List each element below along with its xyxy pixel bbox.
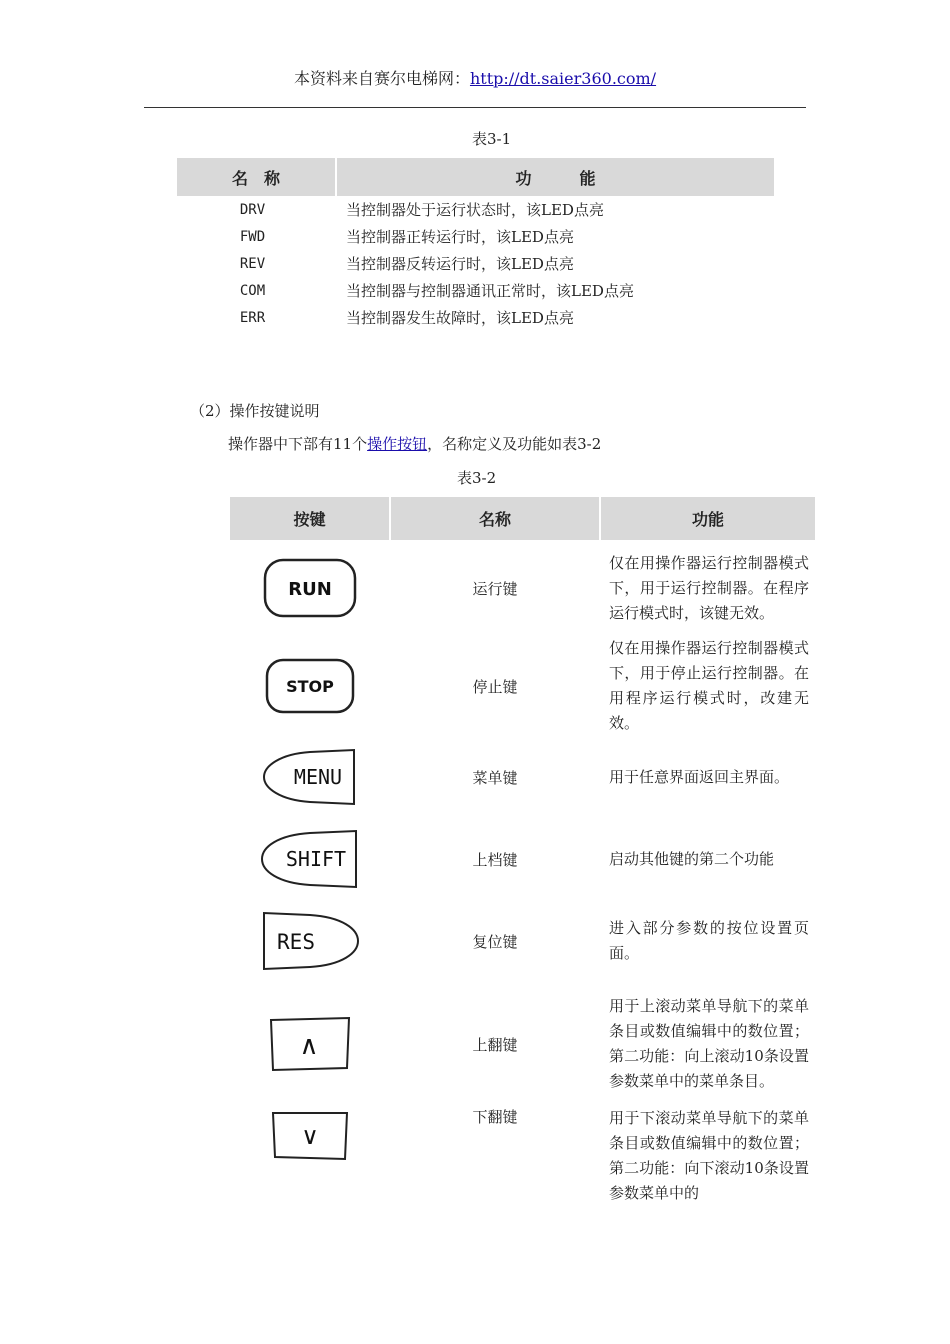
led-table — [177, 158, 774, 331]
down-key-cell — [230, 1106, 390, 1206]
table-row — [230, 736, 815, 818]
up-key-icon — [268, 1016, 352, 1072]
key-function: 进入部分参数的按位设置页面。 — [609, 919, 809, 962]
page-header — [0, 66, 950, 89]
stop-key-icon — [262, 657, 358, 715]
stop-key-cell — [230, 636, 390, 736]
key-name: 菜单键 — [472, 768, 518, 787]
header-link[interactable]: http://dt.saier360.com/ — [469, 69, 657, 88]
key-name: 复位键 — [472, 932, 518, 951]
key-name: 运行键 — [472, 579, 518, 598]
menu-key-label: MENU — [293, 765, 343, 789]
section-heading: （2）操作按键说明 — [190, 402, 320, 420]
table-row — [230, 1106, 815, 1206]
key-function: 启动其他键的第二个功能 — [609, 849, 775, 868]
table-row — [177, 304, 774, 331]
shift-key-label: SHIFT — [285, 847, 347, 871]
down-key-icon — [270, 1110, 350, 1162]
led-function: 当控制器处于运行状态时，该LED点亮 — [346, 201, 604, 219]
table-row — [230, 540, 815, 636]
key-name: 下翻键 — [472, 1108, 518, 1126]
key-name: 上档键 — [472, 850, 518, 869]
key-table — [230, 497, 815, 1206]
key-table-header-key: 按键 — [230, 497, 390, 540]
table-row — [177, 196, 774, 223]
table-row — [230, 900, 815, 982]
led-name: REV — [239, 255, 266, 272]
led-table-header-function: 功 能 — [336, 158, 774, 196]
key-function: 仅在用操作器运行控制器模式下，用于停止运行控制器。在用程序运行模式时，改建无效。 — [609, 639, 809, 732]
key-name: 上翻键 — [472, 1035, 518, 1054]
header-text: 本资料来自赛尔电梯网： — [293, 69, 470, 88]
menu-key-cell — [230, 736, 390, 818]
menu-key-icon — [260, 746, 360, 808]
key-name: 停止键 — [472, 677, 518, 696]
table-row — [177, 250, 774, 277]
shift-key-icon — [258, 827, 362, 891]
table-row — [230, 818, 815, 900]
stop-key-label: STOP — [286, 677, 334, 696]
up-key-cell — [230, 982, 390, 1106]
table-row — [230, 636, 815, 736]
key-function: 用于任意界面返回主界面。 — [609, 767, 790, 786]
table1-caption: 表3-1 — [472, 130, 512, 148]
led-name: DRV — [239, 201, 266, 218]
table-row — [177, 277, 774, 304]
res-key-cell — [230, 900, 390, 982]
section-intro — [228, 433, 601, 454]
led-name: COM — [239, 282, 266, 299]
intro-text: 操作器中下部有11个 — [228, 435, 368, 453]
led-function: 当控制器反转运行时，该LED点亮 — [346, 255, 574, 273]
intro-text-end: ，名称定义及功能如表3-2 — [427, 435, 602, 453]
table2-caption: 表3-2 — [457, 469, 497, 487]
key-table-header-name: 名称 — [390, 497, 600, 540]
led-name: ERR — [239, 309, 266, 326]
res-key-icon — [258, 909, 362, 973]
key-function: 用于上滚动菜单导航下的菜单条目或数值编辑中的数位置；第二功能：向上滚动10条设置参数菜单中的菜单条目。 — [609, 997, 809, 1090]
table-row — [177, 223, 774, 250]
operation-buttons-link[interactable]: 操作按钮 — [367, 435, 428, 453]
table-row — [230, 982, 815, 1106]
led-function: 当控制器正转运行时，该LED点亮 — [346, 228, 574, 246]
shift-key-cell — [230, 818, 390, 900]
run-key-cell — [230, 540, 390, 636]
key-table-header-function: 功能 — [600, 497, 815, 540]
led-table-header-name: 名 称 — [177, 158, 336, 196]
run-key-label: RUN — [288, 579, 332, 600]
run-key-icon — [260, 557, 360, 619]
led-name: FWD — [239, 228, 266, 245]
down-key-label: ∨ — [301, 1122, 319, 1150]
key-function: 仅在用操作器运行控制器模式下，用于运行控制器。在程序运行模式时，该键无效。 — [609, 553, 809, 622]
key-function: 用于下滚动菜单导航下的菜单条目或数值编辑中的数位置；第二功能：向下滚动10条设置参数菜单中的 — [609, 1109, 809, 1202]
led-function: 当控制器发生故障时，该LED点亮 — [346, 309, 574, 327]
res-key-label: RES — [277, 930, 315, 954]
led-function: 当控制器与控制器通讯正常时，该LED点亮 — [346, 282, 634, 300]
up-key-label: ∧ — [299, 1031, 319, 1061]
header-divider — [144, 107, 806, 108]
